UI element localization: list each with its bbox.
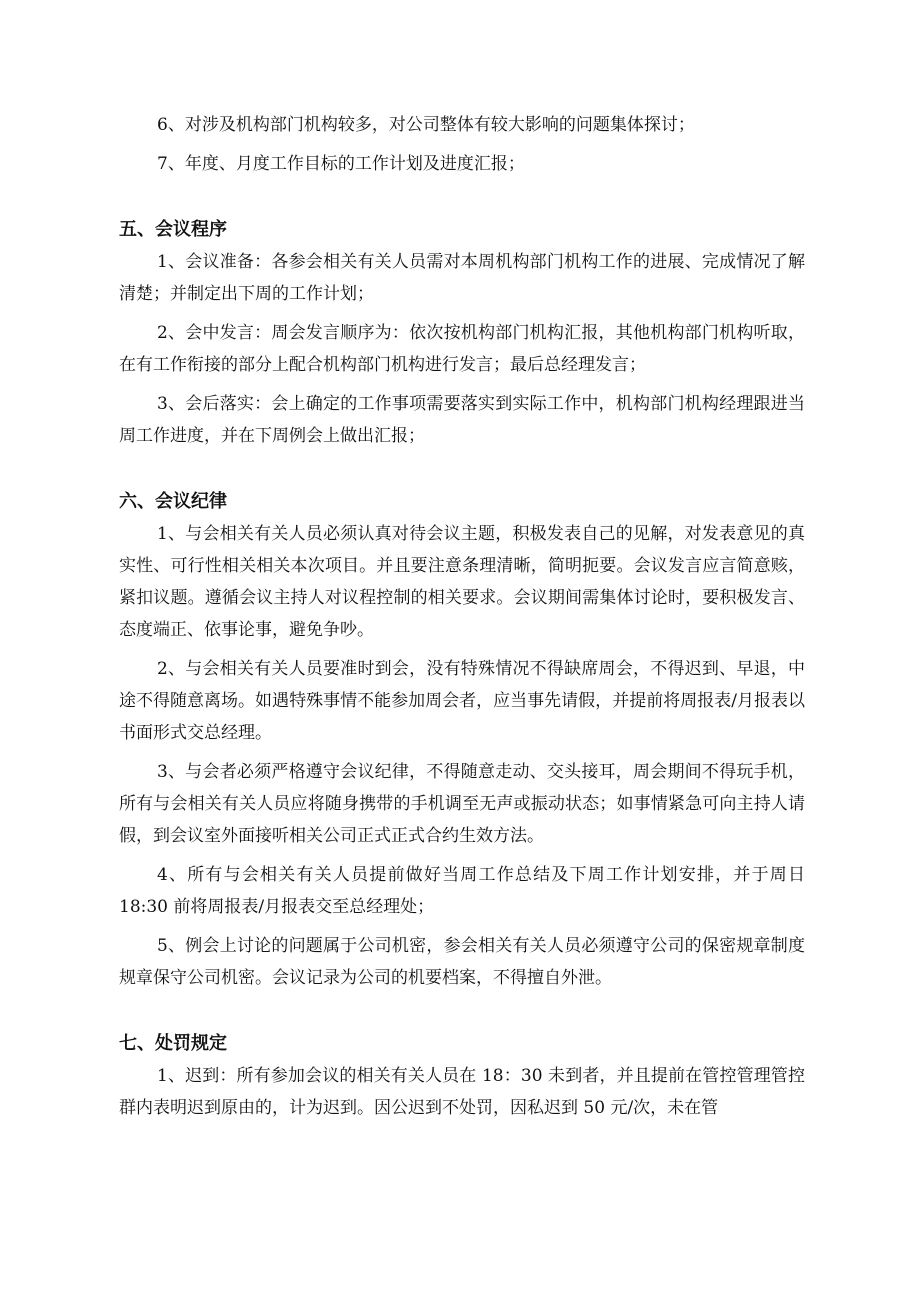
section-heading: 五、会议程序 bbox=[119, 219, 227, 240]
section-meeting-discipline bbox=[119, 486, 805, 994]
section-heading: 六、会议纪律 bbox=[119, 491, 227, 512]
intro-item-6: 6、对涉及机构部门机构较多，对公司整体有较大影响的问题集体探讨； bbox=[157, 115, 695, 135]
procedure-item-1: 1、会议准备：各参会相关有关人员需对本周机构部门机构工作的进展、完成情况了解清楚；并制定出下周的工作计划； bbox=[119, 252, 805, 304]
document-body bbox=[119, 109, 805, 1131]
discipline-item-3: 3、与会者必须严格遵守会议纪律，不得随意走动、交头接耳，周会期间不得玩手机，所有与会相关有关人员应将随身携带的手机调至无声或振动状态；如事情紧急可向主持人请假，到会议室外面接听相关公司正式正式合约生效方法。 bbox=[119, 762, 805, 846]
section-meeting-procedure bbox=[119, 214, 805, 452]
discipline-item-4: 4、所有与会相关有关人员提前做好当周工作总结及下周工作计划安排，并于周日 18:30 前将周报表/月报表交至总经理处； bbox=[119, 865, 805, 917]
discipline-item-5: 5、例会上讨论的问题属于公司机密，参会相关有关人员必须遵守公司的保密规章制度规章保守公司机密。会议记录为公司的机要档案，不得擅自外泄。 bbox=[119, 936, 805, 988]
procedure-item-2: 2、会中发言：周会发言顺序为：依次按机构部门机构汇报，其他机构部门机构听取，在有工作衔接的部分上配合机构部门机构进行发言；最后总经理发言； bbox=[119, 323, 805, 375]
discipline-item-2: 2、与会相关有关人员要准时到会，没有特殊情况不得缺席周会，不得迟到、早退，中途不得随意离场。如遇特殊事情不能参加周会者，应当事先请假，并提前将周报表/月报表以书面形式交总经理。 bbox=[119, 659, 805, 743]
procedure-item-3: 3、会后落实：会上确定的工作事项需要落实到实际工作中，机构部门机构经理跟进当周工作进度，并在下周例会上做出汇报； bbox=[119, 394, 805, 446]
section-heading: 七、处罚规定 bbox=[119, 1033, 227, 1054]
discipline-item-1: 1、与会相关有关人员必须认真对待会议主题，积极发表自己的见解，对发表意见的真实性、可行性相关相关本次项目。并且要注意条理清晰，简明扼要。会议发言应言简意赅，紧扣议题。遵循会议主持人对议程控制的相关要求。会议期间需集体讨论时，要积极发言、态度端正、依事论事，避免争吵。 bbox=[119, 524, 805, 640]
intro-item-7: 7、年度、月度工作目标的工作计划及进度汇报； bbox=[157, 154, 525, 174]
section-penalty-rules bbox=[119, 1028, 805, 1124]
penalty-item-1: 1、迟到：所有参加会议的相关有关人员在 18：30 未到者，并且提前在管控管理管控群内表明迟到原由的，计为迟到。因公迟到不处罚，因私迟到 50 元/次，未在管 bbox=[119, 1066, 805, 1118]
